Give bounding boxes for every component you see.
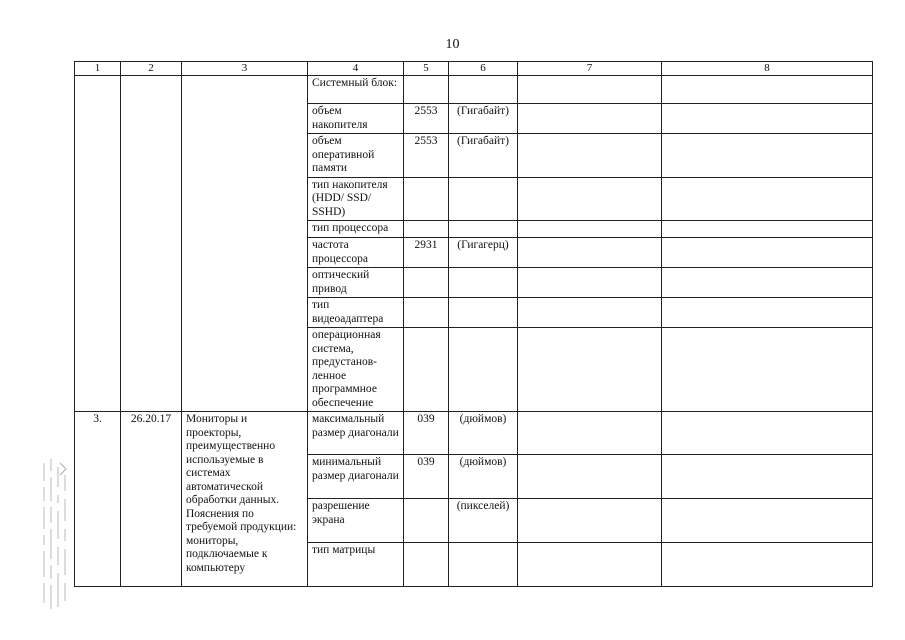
cell-unit-code <box>404 543 449 587</box>
cell-characteristic: минимальный размер диагонали <box>308 455 404 499</box>
cell-value <box>518 104 662 134</box>
header-cell-7: 7 <box>518 62 662 76</box>
cell-note <box>662 221 873 238</box>
cell-unit-code <box>404 328 449 412</box>
header-cell-3: 3 <box>182 62 308 76</box>
cell-note <box>662 412 873 455</box>
cell-note <box>662 328 873 412</box>
cell-unit-code <box>404 221 449 238</box>
cell-unit <box>449 221 518 238</box>
cell-unit: (Гигабайт) <box>449 134 518 178</box>
cell-note <box>662 298 873 328</box>
cell-value <box>518 298 662 328</box>
cell-unit: (дюймов) <box>449 412 518 455</box>
cell-unit-code <box>404 298 449 328</box>
cell-characteristic: частота процессора <box>308 238 404 268</box>
cell-unit-code <box>404 76 449 104</box>
cell-value <box>518 177 662 221</box>
cell-unit <box>449 298 518 328</box>
cell-note <box>662 499 873 543</box>
cell-unit-code: 2553 <box>404 134 449 178</box>
cell-value <box>518 412 662 455</box>
header-cell-8: 8 <box>662 62 873 76</box>
cell-unit-code: 039 <box>404 412 449 455</box>
item-number: 3. <box>75 412 121 587</box>
cell-note <box>662 455 873 499</box>
cell-note <box>662 134 873 178</box>
margin-stamp-mark <box>38 455 74 615</box>
cell-characteristic: максимальный размер диагонали <box>308 412 404 455</box>
cell-unit-code <box>404 499 449 543</box>
header-cell-5: 5 <box>404 62 449 76</box>
item-name: Мониторы и проекторы, преимущественно используемые в системах автоматической обработки данных. Пояснения по требуемой продукции: мониторы, подключаемые к компьютеру <box>182 412 308 587</box>
cell-note <box>662 238 873 268</box>
cell-characteristic: тип матрицы <box>308 543 404 587</box>
cell-note <box>662 268 873 298</box>
specification-table <box>74 61 873 587</box>
cell-unit <box>449 543 518 587</box>
cell-unit-code <box>404 177 449 221</box>
cell-unit: (дюймов) <box>449 455 518 499</box>
cell-unit: (Гигабайт) <box>449 104 518 134</box>
cell-value <box>518 76 662 104</box>
table-row <box>75 412 873 455</box>
cell-characteristic: объем оперативной памяти <box>308 134 404 178</box>
cell-value <box>518 499 662 543</box>
cell-code <box>121 76 182 412</box>
cell-number <box>75 76 121 412</box>
cell-value <box>518 543 662 587</box>
header-cell-4: 4 <box>308 62 404 76</box>
cell-unit: (Гигагерц) <box>449 238 518 268</box>
cell-unit-code: 2931 <box>404 238 449 268</box>
cell-name <box>182 76 308 412</box>
cell-characteristic: объем накопителя <box>308 104 404 134</box>
cell-unit <box>449 76 518 104</box>
item-code: 26.20.17 <box>121 412 182 587</box>
cell-characteristic: оптический привод <box>308 268 404 298</box>
cell-unit: (пикселей) <box>449 499 518 543</box>
header-row <box>75 62 873 76</box>
header-cell-6: 6 <box>449 62 518 76</box>
cell-unit-code <box>404 268 449 298</box>
cell-value <box>518 328 662 412</box>
cell-unit-code: 039 <box>404 455 449 499</box>
cell-unit <box>449 328 518 412</box>
cell-value <box>518 268 662 298</box>
cell-unit-code: 2553 <box>404 104 449 134</box>
table-row <box>75 76 873 104</box>
cell-characteristic: разрешение экрана <box>308 499 404 543</box>
cell-note <box>662 177 873 221</box>
cell-characteristic: Системный блок: <box>308 76 404 104</box>
cell-value <box>518 134 662 178</box>
header-cell-2: 2 <box>121 62 182 76</box>
cell-note <box>662 76 873 104</box>
cell-value <box>518 238 662 268</box>
cell-characteristic: операционная система, предустанов-ленное программное обеспечение <box>308 328 404 412</box>
cell-characteristic: тип видеоадаптера <box>308 298 404 328</box>
cell-note <box>662 543 873 587</box>
cell-value <box>518 455 662 499</box>
cell-value <box>518 221 662 238</box>
cell-unit <box>449 268 518 298</box>
page-number: 10 <box>445 37 460 52</box>
cell-characteristic: тип процессора <box>308 221 404 238</box>
header-cell-1: 1 <box>75 62 121 76</box>
cell-unit <box>449 177 518 221</box>
cell-characteristic: тип накопителя (HDD/ SSD/ SSHD) <box>308 177 404 221</box>
cell-note <box>662 104 873 134</box>
